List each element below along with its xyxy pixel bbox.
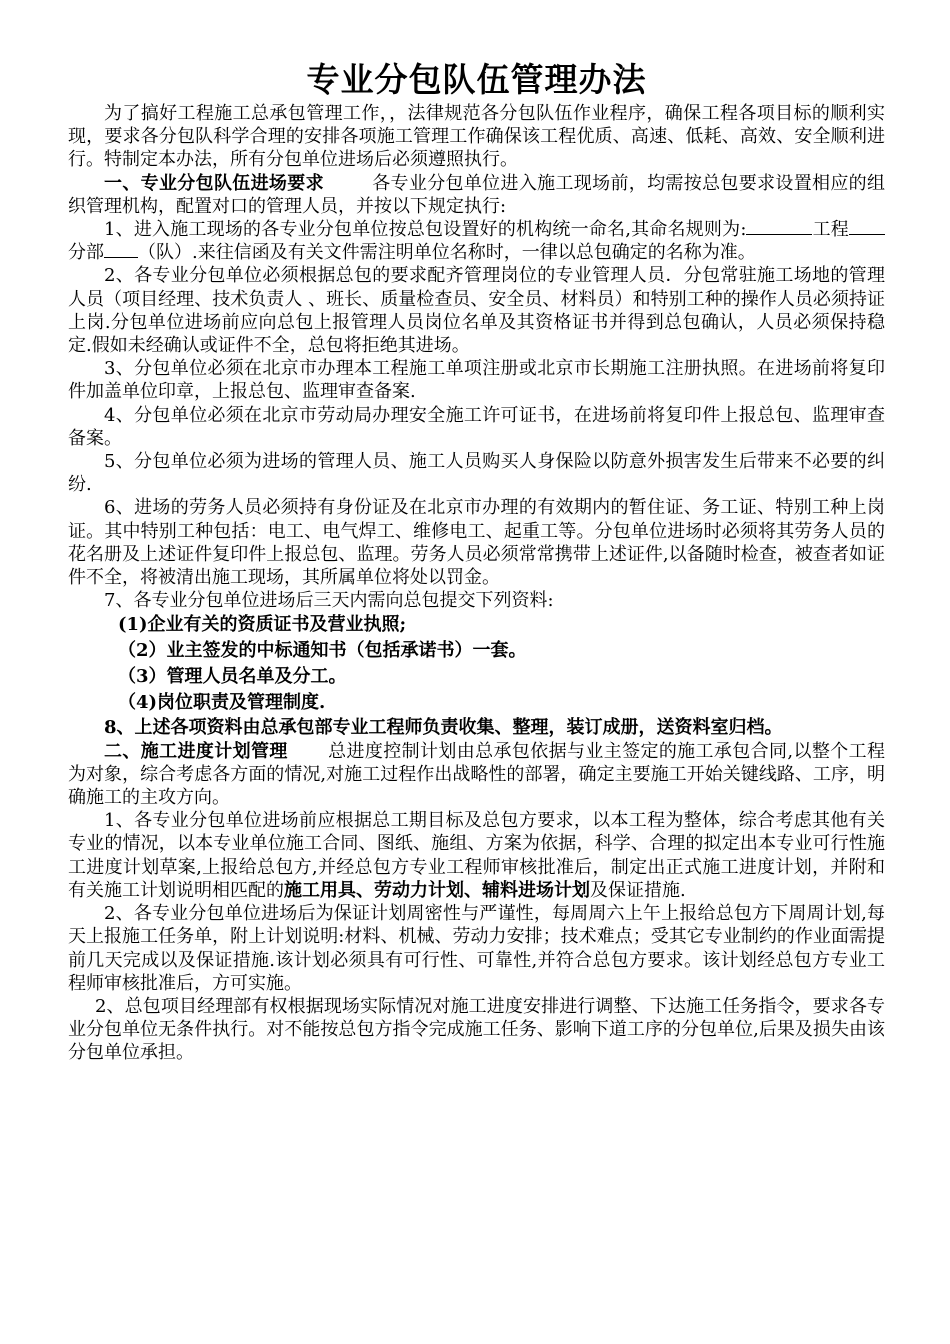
intro-paragraph: 为了搞好工程施工总承包管理工作，，法律规范各分包队伍作业程序，确保工程各项目标的顺利实现，要求各分包队科学合理的安排各项施工管理工作确保该工程优质、高速、低耗、高效、安全顺利进行。特制定本办法，所有分包单位进场后必须遵照执行。 <box>68 103 885 171</box>
section1-lead: 各专业分包单位进入施工现场前，均需按总包要求设置相应的组织管理机构，配置对口的管理人员，并按以下规定执行: <box>68 172 886 217</box>
blank-line <box>104 241 138 258</box>
section2-paragraph <box>68 740 885 810</box>
section1-item6: 6、进场的劳务人员必须持有身份证及在北京市办理的有效期内的暂住证、务工证、特别工种上岗证。其中特别工种包括：电工、电气焊工、维修电工、起重工等。分包单位进场时必须将其劳务人员的花名册及上述证件复印件上报总包、监理。劳务人员必须常常携带上述证件,以备随时检查，被查者如证件不全，将被清出施工现场，其所属单位将处以罚金。 <box>68 497 885 589</box>
section1-item2: 2、各专业分包单位必须根据总包的要求配齐管理岗位的专业管理人员．分包常驻施工场地的管理人员（项目经理、技术负责人 、班长、质量检查员、安全员、材料员）和特别工种的操作人员必须持证上岗.分包单位进场前应向总包上报管理人员岗位名单及其资格证书并得到总包确认，人员必须保持稳定.假如未经确认或证件不全，总包将拒绝其进场。 <box>68 265 885 357</box>
section1-item3: 3、分包单位必须在北京市办理本工程施工单项注册或北京市长期施工注册执照。在进场前将复印件加盖单位印章，上报总包、监理审查备案. <box>68 358 885 403</box>
document-page <box>68 60 885 1065</box>
section2-heading: 二、施工进度计划管理 <box>104 740 288 762</box>
section2-item3: 2、总包项目经理部有权根据现场实际情况对施工进度安排进行调整、下达施工任务指令，要求各专业分包单位无条件执行。对不能按总包方指令完成施工任务、影响下道工序的分包单位,后果及损失由该分包单位承担。 <box>68 995 885 1064</box>
section2-item2: 2、各专业分包单位进场后为保证计划周密性与严谨性，每周周六上午上报给总包方下周周计划,每天上报施工任务单，附上计划说明:材料、机械、劳动力安排；技术难点；受其它专业制约的作业面需提前几天完成以及保证措施.该计划必须具有可行性、可靠性,并符合总包方要求。该计划经总包方专业工程师审核批准后，方可实施。 <box>68 903 885 994</box>
section1-item1: 1、进入施工现场的各专业分包单位按总包设置好的机构统一命名,其命名规则为: 工程分部 （队）.来往信函及有关文件需注明单位名称时，一律以总包确定的名称为准。 <box>68 218 885 264</box>
section1-item4: 4、分包单位必须在北京市劳动局办理安全施工许可证书，在进场前将复印件上报总包、监理审查备案。 <box>68 404 885 449</box>
section1-item8: 8、上述各项资料由总承包部专业工程师负责收集、整理，装订成册，送资料室归档。 <box>104 717 783 739</box>
blank-line <box>849 218 885 235</box>
section2-item1: 1、各专业分包单位进场前应根据总工期目标及总包方要求，以本工程为整体，综合考虑其他有关专业的情况，以本专业单位施工合同、图纸、施组、方案为依据，科学、合理的拟定出本专业可行性施工进度计划草案,上报给总包方,并经总包方专业工程师审核批准后，制定出正式施工进度计划，并附和有关施工计划说明相匹配的施工用具、劳动力计划、辅料进场计划及保证措施. <box>68 810 885 901</box>
section1-heading: 一、专业分包队伍进场要求 <box>104 172 324 194</box>
section1-item5: 5、分包单位必须为进场的管理人员、施工人员购买人身保险以防意外损害发生后带来不必要的纠纷. <box>68 451 885 496</box>
list-item: （2）业主签发的中标通知书（包括承诺书）一套。 <box>118 640 527 662</box>
document-title: 专业分包队伍管理办法 <box>306 60 647 99</box>
list-item: （4)岗位职责及管理制度. <box>118 692 326 714</box>
required-documents-list <box>68 612 885 716</box>
section2-lead: 总进度控制计划由总承包依据与业主签定的施工承包合同,以整个工程为对象，综合考虑各方面的情况,对施工过程作出战略性的部署，确定主要施工开始关键线路、工序，明确施工的主攻方向。 <box>68 740 886 809</box>
section1-paragraph <box>68 172 885 218</box>
blank-line <box>746 218 812 235</box>
section1-item7: 7、各专业分包单位进场后三天内需向总包提交下列资料: <box>104 590 554 612</box>
list-item: (1)企业有关的资质证书及营业执照; <box>118 614 407 636</box>
list-item: （3）管理人员名单及分工。 <box>118 666 347 688</box>
